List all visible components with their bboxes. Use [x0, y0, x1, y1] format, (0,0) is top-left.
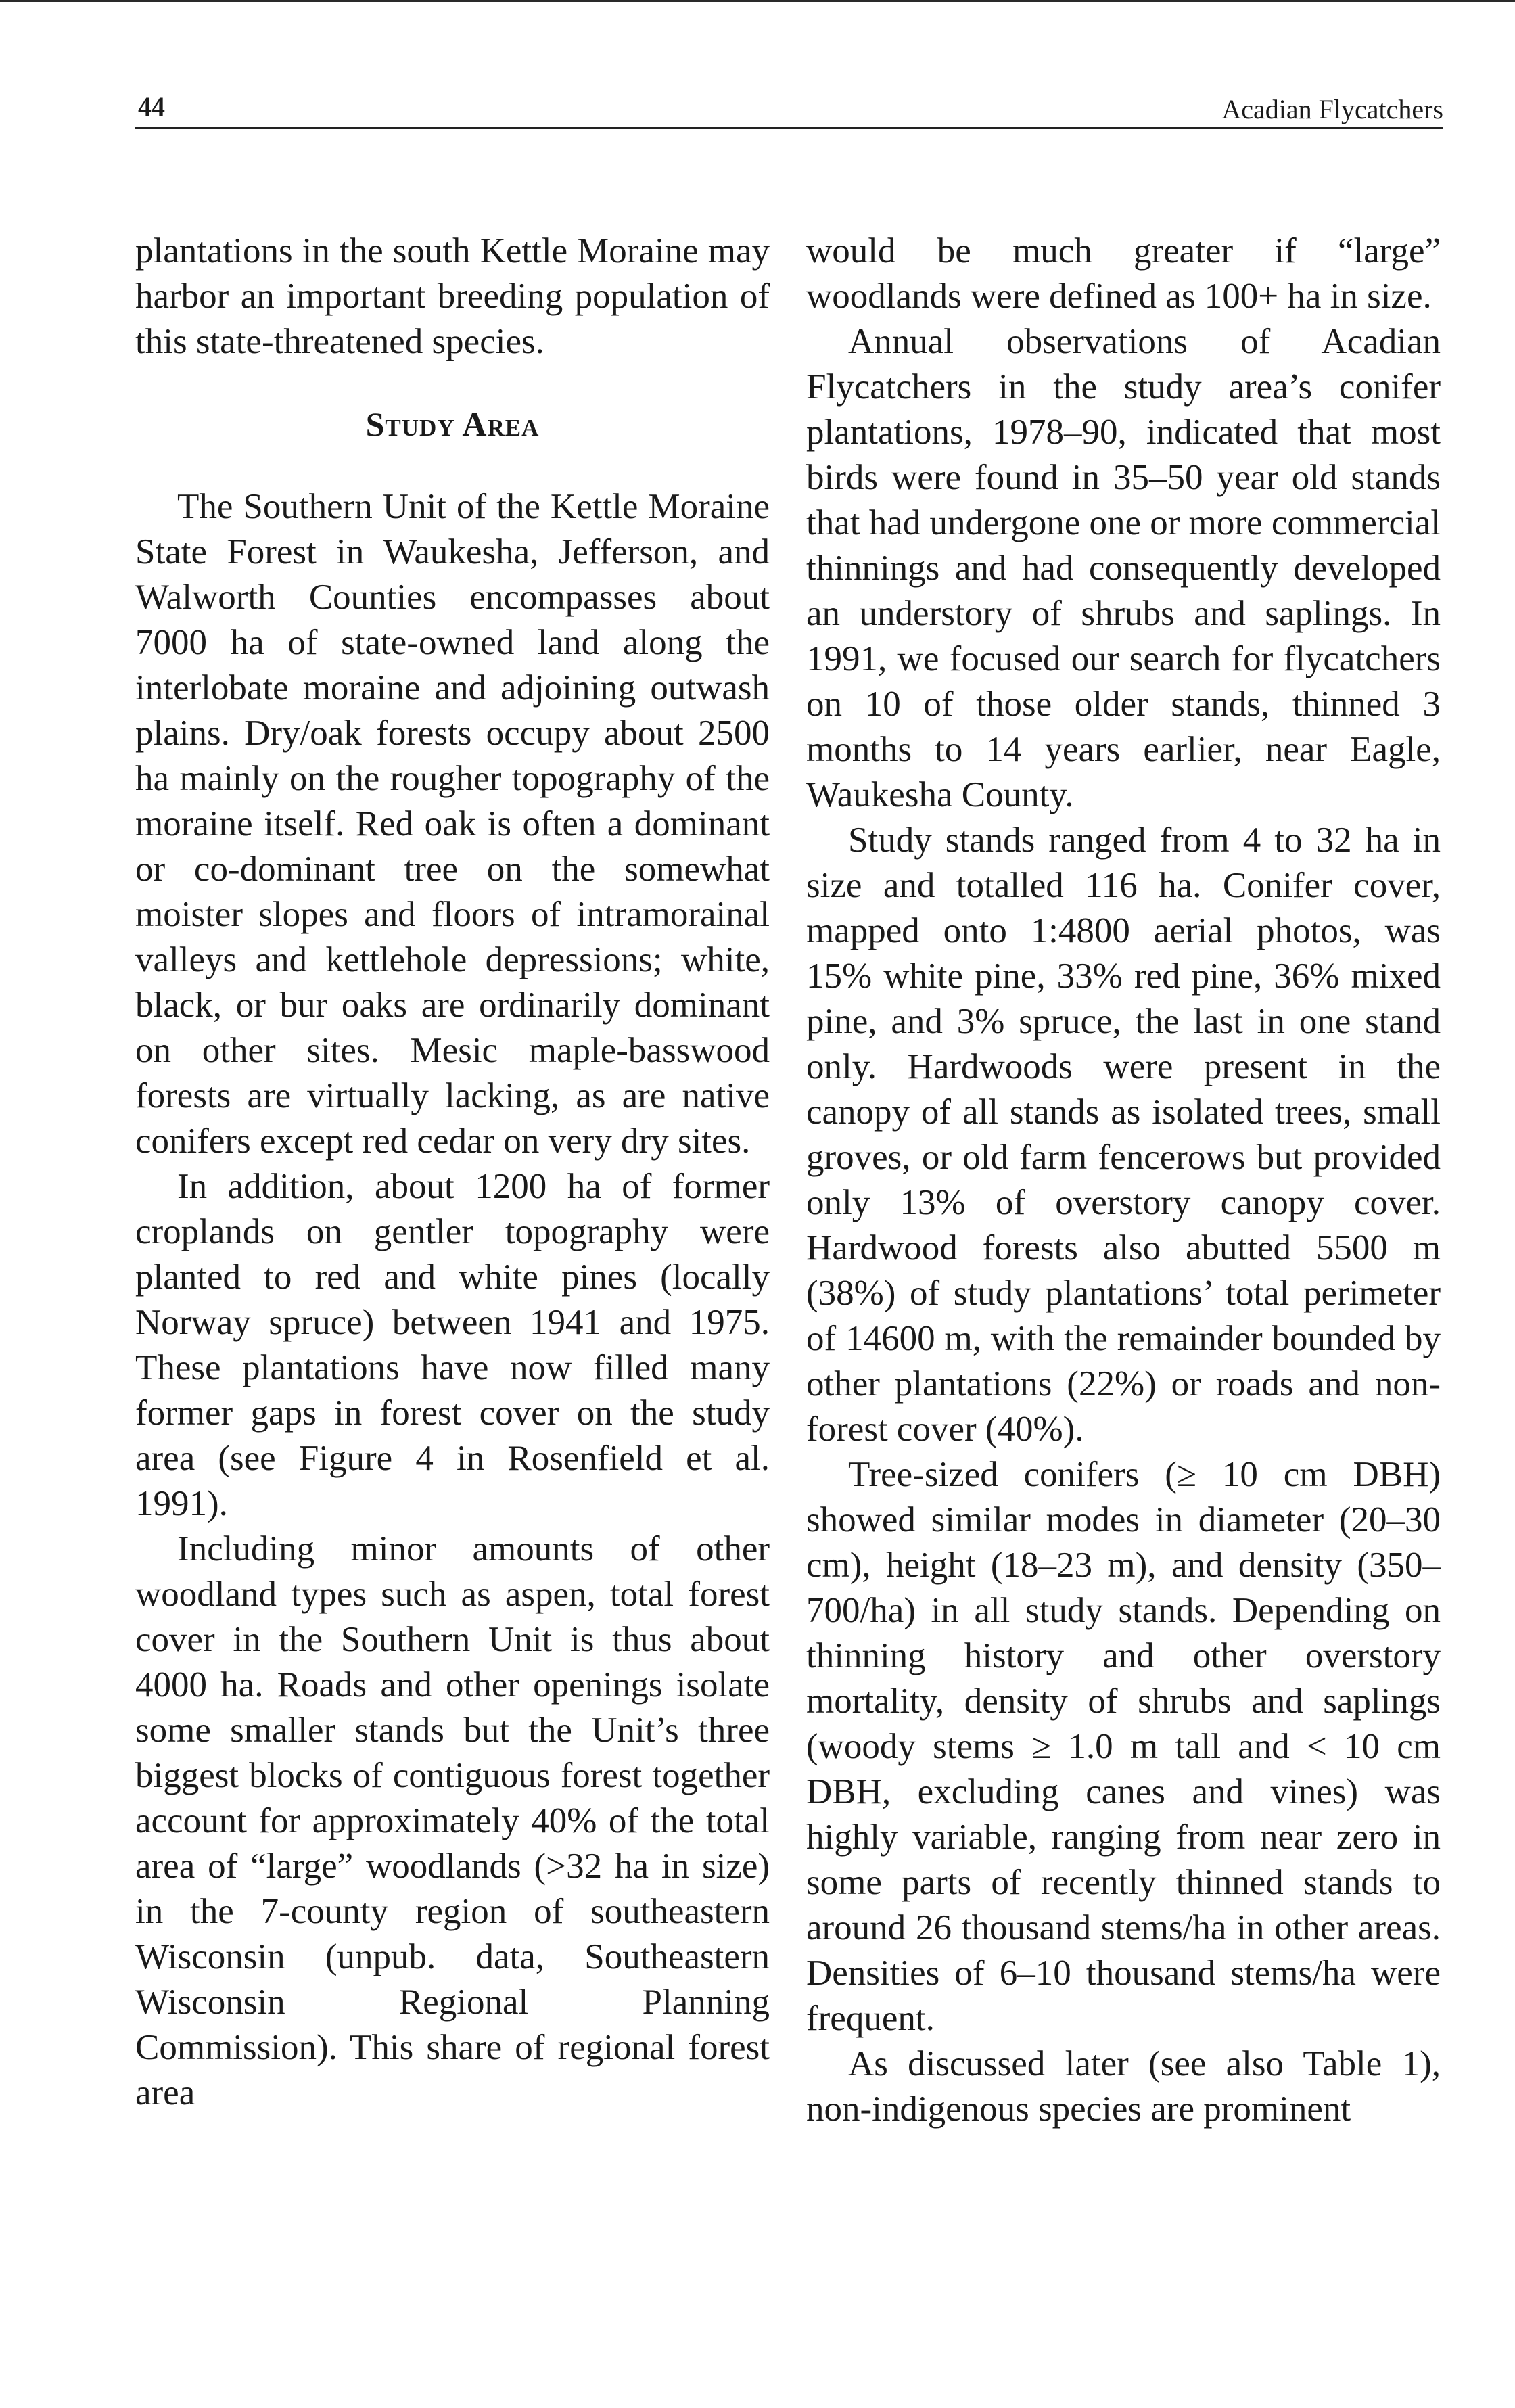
page-header — [135, 87, 1443, 129]
body-paragraph: Study stands ranged from 4 to 32 ha in size and totalled 116 ha. Conifer cover, mapped onto 1:4800 aerial photos, was 15% white pine, 33% red pine, 36% mixed pine, and 3% spruce, the last in one stand only. Hardwoods were present in the canopy of all stands as isolated trees, small groves, or old farm fencerows but provided only 13% of overstory canopy cover. Hardwood forests also abutted 5500 m (38%) of study plantations’ total perimeter of 14600 m, with the remainder bounded by other plantations (22%) or roads and non-forest cover (40%). — [806, 820, 1441, 1449]
body-paragraph: Tree-sized conifers (≥ 10 cm DBH) showed similar modes in diameter (20–30 cm), height (18–23 m), and density (350–700/ha) in all study stands. Depending on thinning history and other overstory mortality, density of shrubs and saplings (woody stems ≥ 1.0 m tall and < 10 cm DBH, excluding canes and vines) was highly variable, ranging from near zero in some parts of recently thinned stands to around 26 thousand stems/ha in other areas. Densities of 6–10 thousand stems/ha were frequent. — [806, 1455, 1441, 2038]
body-paragraph: The Southern Unit of the Kettle Moraine State Forest in Waukesha, Jefferson, and Walworth Counties encompasses about 7000 ha of state-owned land along the interlobate moraine and adjoining outwash plains. Dry/oak forests occupy about 2500 ha mainly on the rougher topography of the moraine itself. Red oak is often a dominant or co-dominant tree on the somewhat moister slopes and floors of intramorainal valleys and kettlehole depressions; white, black, or bur oaks are ordinarily dominant on other sites. Mesic maple-basswood forests are virtually lacking, as are native conifers except red cedar on very dry sites. — [135, 487, 770, 1161]
section-heading-study-area: Study Area — [365, 405, 540, 443]
continued-paragraph: would be much greater if “large” woodlands were defined as 100+ ha in size. — [806, 231, 1441, 316]
running-head: Acadian Flycatchers — [1221, 94, 1443, 124]
body-paragraph: In addition, about 1200 ha of former croplands on gentler topography were planted to red and white pines (locally Norway spruce) between 1941 and 1975. These plantations have now filled many former gaps in forest cover on the study area (see Figure 4 in Rosenfield et al. 1991). — [135, 1167, 770, 1523]
page-number: 44 — [138, 91, 165, 122]
body-paragraph: Including minor amounts of other woodland types such as aspen, total forest cover in the Southern Unit is thus about 4000 ha. Roads and other openings isolate some smaller stands but the Unit’s three biggest blocks of contiguous forest together account for approximately 40% of the total area of “large” woodlands (>32 ha in size) in the 7-county region of southeastern Wisconsin (unpub. data, Southeastern Wisconsin Regional Planning Commission). This share of regional forest area — [135, 1529, 770, 2112]
left-column — [135, 229, 770, 2116]
body-paragraph: Annual observations of Acadian Flycatchers in the study area’s conifer plantations, 1978–90, indicated that most birds were found in 35–50 year old stands that had undergone one or more commercial thinnings and had consequently developed an understory of shrubs and saplings. In 1991, we focused our search for flycatchers on 10 of those older stands, thinned 3 months to 14 years earlier, near Eagle, Waukesha County. — [806, 322, 1441, 814]
continued-paragraph: plantations in the south Kettle Moraine may harbor an important breeding population of this state-threatened species. — [135, 231, 770, 361]
top-border-rule — [0, 0, 1515, 2]
right-column — [806, 229, 1441, 2132]
body-paragraph: As discussed later (see also Table 1), non-indigenous species are prominent — [806, 2044, 1441, 2129]
